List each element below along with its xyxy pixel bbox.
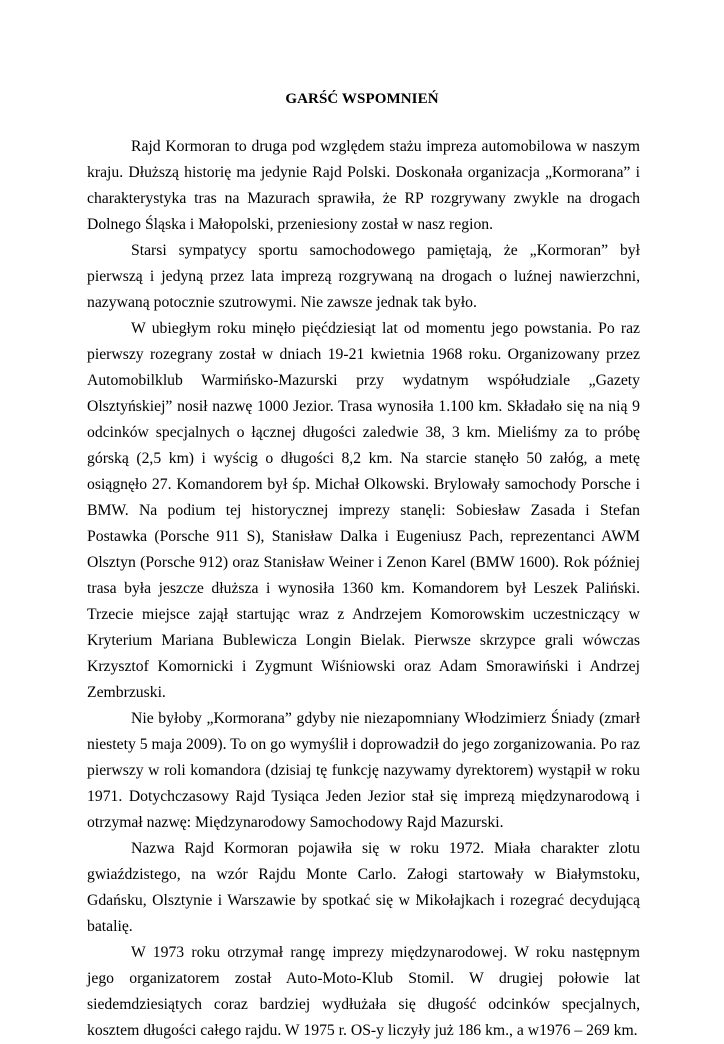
document-title: GARŚĆ WSPOMNIEŃ (285, 91, 439, 107)
paragraph: Nie byłoby „Kormorana” gdyby nie niezapomniany Włodzimierz Śniady (zmarł niestety 5 maja 2009). To on go wymyślił i doprowadził do jego zorganizowania. Po raz pierwszy w roli komandora (dzisiaj tę funkcję nazywamy dyrektorem) wystąpił w roku 1971. Dotychczasowy Rajd Tysiąca Jeden Jezior stał się imprezą międzynarodową i otrzymał nazwę: Międzynarodowy Samochodowy Rajd Mazurski. (87, 710, 640, 831)
paragraph: W 1973 roku otrzymał rangę imprezy międzynarodowej. W roku następnym jego organizatorem został Auto-Moto-Klub Stomil. W drugiej połowie lat siedemdziesiątych coraz bardziej wydłużała się długość odcinków specjalnych, kosztem długości całego rajdu. W 1975 r. OS-y liczyły już 186 km., a w1976 – 269 km. (87, 944, 640, 1039)
document-body (87, 134, 640, 1044)
paragraph: Starsi sympatycy sportu samochodowego pamiętają, że „Kormoran” był pierwszą i jedyną przez lata imprezą rozgrywaną na drogach o luźnej nawierzchni, nazywaną potocznie szutrowymi. Nie zawsze jednak tak było. (87, 242, 640, 311)
paragraph: Rajd Kormoran to druga pod względem stażu impreza automobilowa w naszym kraju. Dłuższą historię ma jedynie Rajd Polski. Doskonała organizacja „Kormorana” i charakterystyka tras na Mazurach sprawiła, że RP rozgrywany zwykle na drogach Dolnego Śląska i Małopolski, przeniesiony został w nasz region. (87, 138, 640, 233)
paragraph: Nazwa Rajd Kormoran pojawiła się w roku 1972. Miała charakter zlotu gwiaździstego, na wzór Rajdu Monte Carlo. Załogi startowały w Białymstoku, Gdańsku, Olsztynie i Warszawie by spotkać się w Mikołajkach i rozegrać decydującą batalię. (87, 840, 640, 935)
paragraph: W ubiegłym roku minęło pięćdziesiąt lat od momentu jego powstania. Po raz pierwszy rozegrany został w dniach 19-21 kwietnia 1968 roku. Organizowany przez Automobilklub Warmińsko-Mazurski przy wydatnym współudziale „Gazety Olsztyńskiej” nosił nazwę 1000 Jezior. Trasa wynosiła 1.100 km. Składało się na nią 9 odcinków specjalnych o łącznej długości zaledwie 38, 3 km. Mieliśmy za to próbę górską (2,5 km) i wyścig o długości 8,2 km. Na starcie stanęło 50 załóg, a metę osiągnęło 27. Komandorem był śp. Michał Olkowski. Brylowały samochody Porsche i BMW. Na podium tej historycznej imprezy stanęli: Sobiesław Zasada i Stefan Postawka (Porsche 911 S), Stanisław Dalka i Eugeniusz Pach, reprezentanci AWM Olsztyn (Porsche 912) oraz Stanisław Weiner i Zenon Karel (BMW 1600). Rok później trasa była jeszcze dłuższa i wynosiła 1360 km. Komandorem był Leszek Paliński. Trzecie miejsce zajął startując wraz z Andrzejem Komorowskim uczestniczący w Kryterium Mariana Bublewicza Longin Bielak. Pierwsze skrzypce grali wówczas Krzysztof Komornicki i Zygmunt Wiśniowski oraz Adam Smorawiński i Andrzej Zembrzuski. (87, 320, 640, 701)
